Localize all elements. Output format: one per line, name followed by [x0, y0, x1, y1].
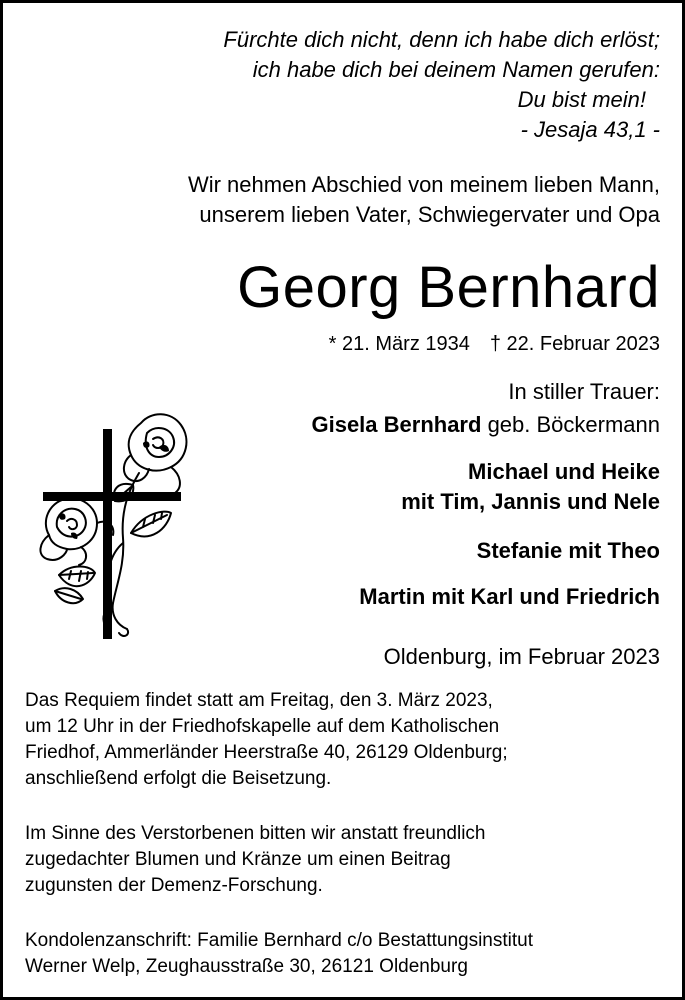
family-line: mit Tim, Jannis und Nele [401, 489, 660, 514]
widow-line [311, 411, 660, 439]
verse-reference: - Jesaja 43,1 - [520, 117, 660, 142]
verse-line: Fürchte dich nicht, denn ich habe dich erlöst; [223, 27, 660, 52]
deceased-name: Georg Bernhard [237, 255, 660, 320]
life-dates [329, 331, 660, 357]
requiem-line: um 12 Uhr in der Friedhofskapelle auf dem Katholischen [25, 716, 500, 737]
verse-line: ich habe dich bei deinem Namen gerufen: [252, 57, 660, 82]
condolence-line: Werner Welp, Zeughausstraße 30, 26121 Oldenburg [25, 956, 468, 977]
requiem-line: anschließend erfolgt die Beisetzung. [25, 768, 332, 789]
mourning-heading: In stiller Trauer: [508, 379, 660, 404]
family-line: Michael und Heike [468, 459, 660, 484]
condolence-line: Kondolenzanschrift: Familie Bernhard c/o Bestattungsinstitut [25, 930, 533, 951]
widow-maiden-name: geb. Böckermann [487, 412, 660, 437]
intro-line: Wir nehmen Abschied von meinem lieben Mann, [187, 172, 660, 197]
family-line: Martin mit Karl und Friedrich [359, 584, 660, 609]
family-line: Stefanie mit Theo [476, 538, 660, 563]
donation-line: zugunsten der Demenz-Forschung. [25, 875, 323, 896]
condolence-address [25, 928, 533, 980]
cross-with-roses-icon [31, 403, 191, 648]
bible-verse [223, 25, 660, 145]
intro-line: unserem lieben Vater, Schwiegervater und Opa [199, 202, 660, 227]
widow-name: Gisela Bernhard [311, 412, 482, 437]
donation-line: Im Sinne des Verstorbenen bitten wir anstatt freundlich [25, 823, 486, 844]
family-group-martin [359, 582, 660, 612]
requiem-line: Friedhof, Ammerländer Heerstraße 40, 26129 Oldenburg; [25, 742, 508, 763]
requiem-info [25, 688, 508, 792]
family-group-michael [401, 457, 660, 517]
donation-request [25, 821, 485, 899]
requiem-line: Das Requiem findet statt am Freitag, den 3. März 2023, [25, 690, 493, 711]
donation-line: zugedachter Blumen und Kränze um einen Beitrag [25, 849, 451, 870]
verse-line: Du bist mein! [517, 87, 646, 112]
death-date: † 22. Februar 2023 [489, 333, 660, 355]
family-group-stefanie [477, 536, 660, 566]
place-and-date: Oldenburg, im Februar 2023 [383, 644, 660, 669]
farewell-intro [188, 170, 660, 230]
birth-date: * 21. März 1934 [328, 333, 470, 355]
